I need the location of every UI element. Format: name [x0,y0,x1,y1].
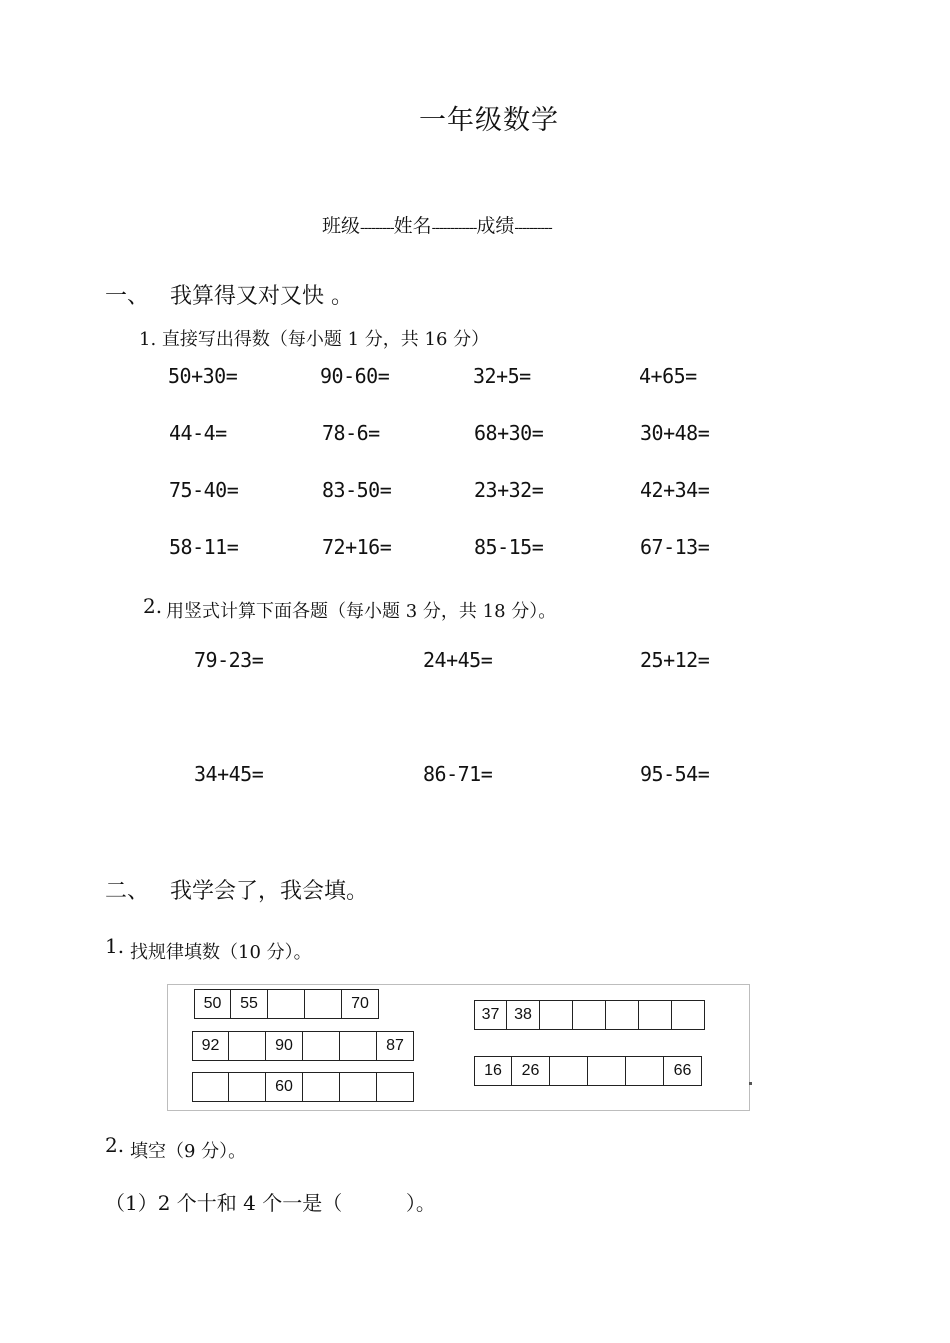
sequence-cell [672,1000,705,1030]
sequence-cell [550,1056,588,1086]
number-sequence [192,1072,414,1102]
calc-item: 30+48= [640,421,710,445]
score-blank: ---------- [514,220,552,236]
sequence-cell: 16 [474,1056,512,1086]
number-sequence [192,1031,414,1061]
sequence-cell [540,1000,573,1030]
student-info-line [322,211,552,238]
calc-item: 4+65= [639,364,697,388]
class-label: 班级 [322,215,361,237]
class-blank: --------- [360,220,394,236]
score-label: 成绩 [476,215,515,237]
s1-q1-label: 1. 直接写出得数（每小题 1 分，共 16 分） [139,329,490,350]
sequence-cell [192,1072,229,1102]
calc-item: 50+30= [168,364,238,388]
calc-item: 67-13= [640,535,710,559]
sequence-cell: 50 [194,989,231,1019]
s2-q1-number: 1. [105,934,125,958]
sequence-cell [268,989,305,1019]
calc-item: 44-4= [169,421,227,445]
s2-q1-label: 找规律填数（10 分）。 [130,942,312,963]
section2-heading: 我学会了，我会填。 [170,879,369,904]
number-sequence [474,1000,705,1030]
calc-item: 90-60= [320,364,390,388]
sequence-cell: 92 [192,1031,229,1061]
sequence-cell: 90 [266,1031,303,1061]
calc-item: 32+5= [473,364,531,388]
s1-q2-number: 2. [143,594,163,618]
sequence-cell: 26 [512,1056,550,1086]
sequence-cell [303,1031,340,1061]
sequence-cell [606,1000,639,1030]
calc-item: 68+30= [474,421,544,445]
name-label: 姓名 [393,215,432,237]
calc-item: 42+34= [640,478,710,502]
name-blank: ------------ [431,220,477,236]
sequence-cell [340,1031,377,1061]
sequence-cell: 87 [377,1031,414,1061]
fill-blank-item-1: （1）2 个十和 4 个一是（ ）。 [105,1191,436,1215]
sequence-cell: 38 [507,1000,540,1030]
vertical-calc-item: 25+12= [640,648,710,672]
sequence-cell [626,1056,664,1086]
section1-number: 一、 [105,284,150,309]
sequence-cell [573,1000,606,1030]
vertical-calc-item: 24+45= [423,648,493,672]
sequence-cell [639,1000,672,1030]
vertical-calc-item: 79-23= [194,648,264,672]
number-sequence [194,989,379,1019]
calc-item: 83-50= [322,478,392,502]
sequence-cell: 70 [342,989,379,1019]
sequence-cell: 55 [231,989,268,1019]
sequence-cell: 60 [266,1072,303,1102]
sequence-cell [305,989,342,1019]
calc-item: 23+32= [474,478,544,502]
scan-speck [749,1082,752,1085]
vertical-calc-item: 34+45= [194,762,264,786]
calc-item: 58-11= [169,535,239,559]
vertical-calc-item: 86-71= [423,762,493,786]
sequence-cell [229,1072,266,1102]
sequence-cell [588,1056,626,1086]
sequence-cell [303,1072,340,1102]
sequence-cell [340,1072,377,1102]
calc-item: 85-15= [474,535,544,559]
page-title: 一年级数学 [419,105,559,136]
sequence-cell [229,1031,266,1061]
calc-item: 78-6= [322,421,380,445]
sequence-cell: 37 [474,1000,507,1030]
s1-q2-label: 用竖式计算下面各题（每小题 3 分，共 18 分）。 [166,601,557,622]
number-sequence [474,1056,702,1086]
calc-item: 75-40= [169,478,239,502]
sequence-cell: 66 [664,1056,702,1086]
section2-number: 二、 [105,879,150,904]
calc-item: 72+16= [322,535,392,559]
s2-q2-number: 2. [105,1133,125,1157]
section1-heading: 我算得又对又快 。 [170,284,353,309]
s2-q2-label: 填空（9 分）。 [130,1141,247,1162]
vertical-calc-item: 95-54= [640,762,710,786]
sequence-cell [377,1072,414,1102]
